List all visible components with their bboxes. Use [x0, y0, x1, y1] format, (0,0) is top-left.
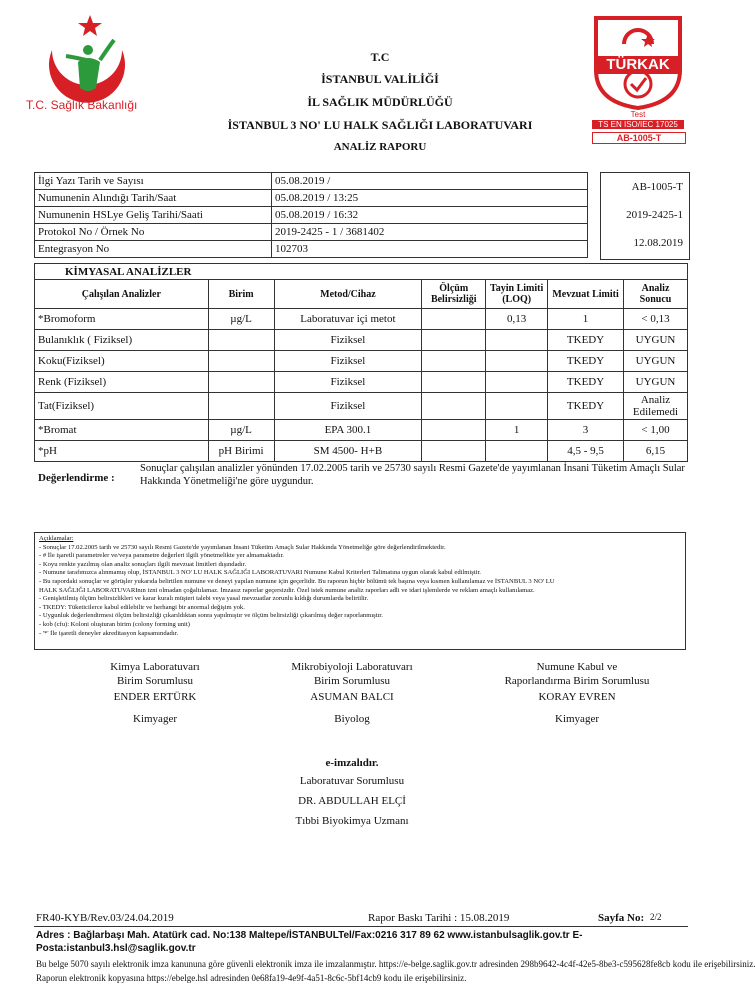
signature-role: Birim Sorumlusu: [116, 675, 194, 687]
info-row: [35, 207, 588, 224]
report-side-box: [600, 172, 690, 260]
verify-text-2: Raporun elektronik kopyasına https://ebelge.hsl adresinden 0e68fa19-4e9f-4a51-8c6c-5bf14cb9 kodu ile erişebilirsiniz.: [36, 973, 467, 983]
info-label: Entegrasyon No: [35, 241, 272, 258]
analysis-cell: [422, 309, 486, 330]
sample-info-table: [34, 172, 588, 258]
analysis-cell: Fiziksel: [274, 351, 422, 372]
analysis-cell: Laboratuvar içi metot: [274, 309, 422, 330]
esign-role: Laboratuvar Sorumlusu: [299, 775, 405, 787]
analysis-cell: TKEDY: [548, 351, 624, 372]
analysis-cell: UYGUN: [624, 372, 688, 393]
analysis-cell: 0,13: [486, 309, 548, 330]
analysis-cell: [486, 441, 548, 462]
evaluation-text: Sonuçlar çalışılan analizler yönünden 17.02.2005 tarih ve 25730 sayılı Resmi Gazete'de yayımlanan İnsani Tüketim Amaçlı Sular Hakkında Yönetmeliği'ne göre uygundur.: [140, 463, 685, 487]
page-label: Sayfa No:: [598, 912, 645, 924]
analysis-section-title: KİMYASAL ANALİZLER: [35, 264, 688, 280]
header-report-title: ANALİZ RAPORU: [333, 141, 427, 153]
info-value: 05.08.2019 / 13:25: [272, 190, 588, 207]
footer-address: Adres : Bağlarbaşı Mah. Atatürk cad. No:138 Maltepe/İSTANBULTel/Fax:0216 317 89 62 www.istanbulsaglik.gov.tr E-Posta:istanbul3.hsl@saglik.gov.tr: [36, 930, 583, 954]
analysis-cell: [422, 393, 486, 420]
header-tc: T.C: [370, 50, 390, 64]
analysis-cell: Tat(Fiziksel): [35, 393, 209, 420]
table-row: [35, 393, 688, 420]
analysis-cell: Fiziksel: [274, 330, 422, 351]
info-row: [35, 241, 588, 258]
analysis-cell: [422, 420, 486, 441]
esign-label: e-imzalıdır.: [325, 757, 379, 769]
analysis-cell: [486, 372, 548, 393]
signature-name: ASUMAN BALCI: [310, 691, 394, 703]
footer-divider: [34, 926, 688, 927]
side-report-no: 2019-2425-1: [626, 209, 683, 221]
info-row: [35, 190, 588, 207]
header-lab: İSTANBUL 3 NO' LU HALK SAĞLIĞI LABORATUVARI: [227, 118, 533, 132]
note-line: - Koyu renkte yazılmış olan analiz sonuçları ilgili mevzuat limitleri dışındadır.: [39, 560, 247, 568]
header-mudurluk: İL SAĞLIK MÜDÜRLÜĞÜ: [307, 95, 453, 109]
signature-name: ENDER ERTÜRK: [113, 691, 197, 703]
info-label: İlgi Yazı Tarih ve Sayısı: [35, 173, 272, 190]
analysis-cell: Koku(Fiziksel): [35, 351, 209, 372]
analysis-cell: [208, 330, 274, 351]
analysis-cell: < 1,00: [624, 420, 688, 441]
analysis-cell: 1: [486, 420, 548, 441]
analysis-cell: [486, 351, 548, 372]
analysis-cell: [422, 441, 486, 462]
analysis-cell: TKEDY: [548, 330, 624, 351]
analysis-cell: UYGUN: [624, 330, 688, 351]
analysis-cell: < 0,13: [624, 309, 688, 330]
table-row: [35, 330, 688, 351]
header-valilik: İSTANBUL VALİLİĞİ: [321, 72, 439, 86]
analysis-cell: EPA 300.1: [274, 420, 422, 441]
analysis-cell: Fiziksel: [274, 372, 422, 393]
side-date: 12.08.2019: [633, 237, 683, 249]
note-line: - Genişletilmiş ölçüm belirsizlikleri ve karar kuralı müşteri talebi veya yasal mevzuatlar zorunlu kıldığı durumlarda belirtilir.: [39, 595, 369, 603]
side-accreditation: AB-1005-T: [631, 181, 683, 193]
analysis-header-cell: Tayin Limiti (LOQ): [486, 280, 548, 309]
table-row: [35, 309, 688, 330]
signature-title: Biyolog: [334, 713, 370, 725]
analysis-cell: 4,5 - 9,5: [548, 441, 624, 462]
analysis-cell: [208, 393, 274, 420]
note-line: - kob (cfu): Koloni oluşturan birim (colony forming unit): [39, 620, 190, 628]
info-value: 2019-2425 - 1 / 3681402: [272, 224, 588, 241]
analysis-cell: [422, 372, 486, 393]
turkak-code: AB-1005-T: [592, 132, 686, 144]
analysis-cell: TKEDY: [548, 393, 624, 420]
info-row: [35, 224, 588, 241]
analysis-cell: [486, 393, 548, 420]
analysis-cell: Analiz Edilemedi: [624, 393, 688, 420]
note-line: - Numune tarafımızca alınmamış olup, İSTANBUL 3 NO' LU HALK SAĞLIĞI LABORATUVARI Numune Kabul Kriterleri Talimatına uygun olarak kabul edilmiştir.: [39, 569, 481, 577]
info-value: 05.08.2019 /: [272, 173, 588, 190]
signature-name: KORAY EVREN: [538, 691, 616, 703]
table-row: [35, 441, 688, 462]
print-date: Rapor Baskı Tarihi : 15.08.2019: [368, 912, 510, 924]
info-value: 102703: [272, 241, 588, 258]
analysis-header-cell: Metod/Cihaz: [274, 280, 422, 309]
info-label: Numunenin Alındığı Tarih/Saat: [35, 190, 272, 207]
signature-unit: Numune Kabul ve: [536, 661, 618, 673]
analysis-cell: Fiziksel: [274, 393, 422, 420]
analysis-header-cell: Birim: [208, 280, 274, 309]
signature-role: Birim Sorumlusu: [313, 675, 391, 687]
info-label: Numunenin HSLye Geliş Tarihi/Saati: [35, 207, 272, 224]
analysis-cell: [422, 351, 486, 372]
esign-name: DR. ABDULLAH ELÇİ: [298, 795, 406, 807]
note-line: - Uygunluk değerlendirmesi ölçüm belirsizliği çıkarıldıktan sonra yapılmıştır ve ölçüm belirsizliği çıkarılmış değer raporlanmıştır.: [39, 612, 383, 620]
table-row: [35, 372, 688, 393]
analysis-cell: *Bromat: [35, 420, 209, 441]
esign-title: Tıbbi Biyokimya Uzmanı: [295, 815, 409, 827]
note-line: - TKEDY: Tüketicilerce kabul edilebilir ve herhangi bir anormal değişim yok.: [39, 603, 245, 611]
analysis-header-cell: Mevzuat Limiti: [548, 280, 624, 309]
analysis-cell: [486, 330, 548, 351]
turkak-line2: TS EN ISO/IEC 17025: [592, 120, 684, 129]
analysis-cell: Renk (Fiziksel): [35, 372, 209, 393]
analysis-cell: *pH: [35, 441, 209, 462]
analysis-cell: [208, 351, 274, 372]
evaluation-label: Değerlendirme :: [38, 472, 115, 484]
analysis-cell: [422, 330, 486, 351]
analysis-header-cell: Analiz Sonucu: [624, 280, 688, 309]
analysis-cell: 1: [548, 309, 624, 330]
info-row: [35, 173, 588, 190]
turkak-line1: Test: [630, 110, 646, 119]
analysis-cell: [208, 372, 274, 393]
note-line: HALK SAĞLIĞI LABORATUVARInın izni olmadan çoğaltılamaz. İmzasız raporlar geçersizdir. Özel istek numune analiz raporları adli ve idari işlemlerde ve reklam amaçlı kullanılamaz.: [39, 586, 535, 594]
signature-unit: Kimya Laboratuvarı: [110, 661, 200, 673]
analysis-cell: *Bromoform: [35, 309, 209, 330]
signature-role: Raporlandırma Birim Sorumlusu: [504, 675, 650, 687]
note-line: - Bu rapordaki sonuçlar ve görüşler yukarıda belirtilen numune ve deneyi yapılan numune için geçerlidir. Bu raporun hiçbir bölümü tek başına veya kısmen kullanılamaz ve İSTANBUL 3 NO' LU: [39, 577, 555, 585]
form-code: FR40-KYB/Rev.03/24.04.2019: [36, 912, 174, 924]
notes-box: [34, 532, 686, 650]
info-value: 05.08.2019 / 16:32: [272, 207, 588, 224]
verify-text-1: Bu belge 5070 sayılı elektronik imza kanununa göre güvenli elektronik imza ile imzalanmıştır. https://e-belge.saglik.gov.tr adresinden 298b9642-4c4f-42e5-8be3-c595628fe8cb kodu ile erişebilirsiniz.: [36, 959, 755, 969]
analysis-cell: SM 4500- H+B: [274, 441, 422, 462]
note-line: - '*' İle işaretli deneyler akreditasyon kapsamındadır.: [39, 629, 179, 637]
page-number: 2/2: [650, 912, 662, 922]
analysis-cell: µg/L: [208, 420, 274, 441]
analysis-cell: pH Birimi: [208, 441, 274, 462]
note-line: Açıklamalar:: [39, 535, 74, 542]
ministry-name: T.C. Sağlık Bakanlığı: [26, 98, 138, 112]
note-line: - Sonuçlar 17.02.2005 tarih ve 25730 sayılı Resmi Gazete'de yayımlanan İnsani Tüketim Amaçlı Sular Hakkında Yönetmeliğe göre değerlendirilmektedir.: [39, 543, 446, 551]
signature-title: Kimyager: [555, 713, 599, 725]
signature-unit: Mikrobiyoloji Laboratuvarı: [291, 661, 413, 673]
table-row: [35, 351, 688, 372]
analysis-cell: 3: [548, 420, 624, 441]
analysis-cell: Bulanıklık ( Fiziksel): [35, 330, 209, 351]
turkak-brand: TÜRKAK: [596, 56, 680, 74]
analysis-cell: TKEDY: [548, 372, 624, 393]
analysis-header-cell: Ölçüm Belirsizliği: [422, 280, 486, 309]
analysis-cell: µg/L: [208, 309, 274, 330]
signature-title: Kimyager: [133, 713, 177, 725]
info-label: Protokol No / Örnek No: [35, 224, 272, 241]
ministry-logo: [26, 10, 140, 120]
analysis-header-cell: Çalışılan Analizler: [35, 280, 209, 309]
analysis-table: [34, 263, 688, 462]
note-line: - # İle işaretli parametreler ve/veya parametre değerleri ilgili yönetmelikte yer almamaktadır.: [39, 552, 284, 560]
analysis-cell: UYGUN: [624, 351, 688, 372]
analysis-cell: 6,15: [624, 441, 688, 462]
table-row: [35, 420, 688, 441]
